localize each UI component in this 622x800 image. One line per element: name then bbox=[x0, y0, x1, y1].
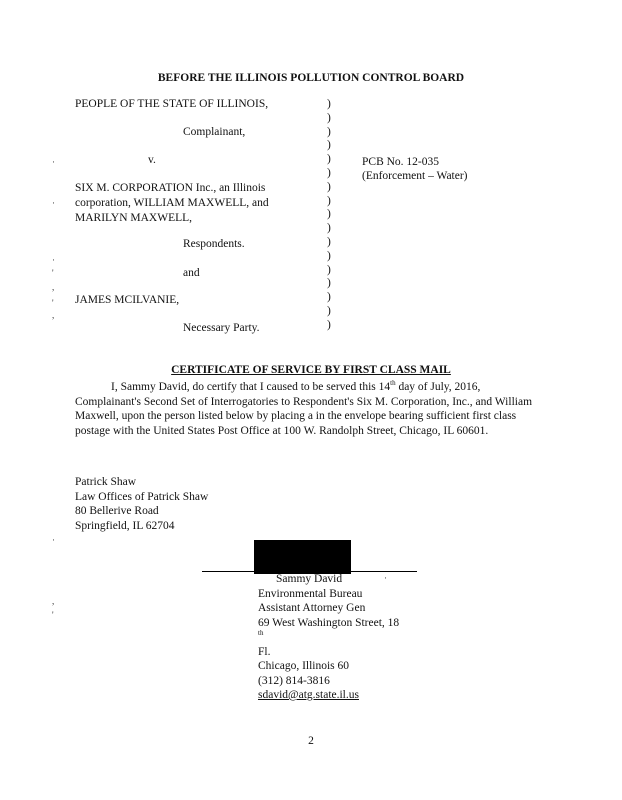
recipient-name: Patrick Shaw bbox=[75, 476, 137, 488]
margin-mark: · bbox=[384, 573, 387, 583]
margin-mark: · bbox=[52, 157, 55, 167]
paren: ) bbox=[327, 98, 331, 110]
defendant-line-3: MARILYN MAXWELL, bbox=[75, 212, 193, 224]
signer-phone: (312) 814-3816 bbox=[258, 674, 330, 687]
paren: ) bbox=[327, 291, 331, 304]
paren: ) bbox=[327, 166, 331, 179]
paren: ) bbox=[327, 111, 331, 124]
paren: ) bbox=[327, 263, 331, 276]
page-number: 2 bbox=[308, 735, 314, 747]
signer-name: Sammy David bbox=[276, 573, 343, 585]
signer-city: Chicago, Illinois 60 bbox=[258, 660, 350, 672]
complainant-label: Complainant, bbox=[183, 126, 246, 138]
certificate-body bbox=[75, 380, 545, 438]
case-type: (Enforcement – Water) bbox=[362, 170, 468, 182]
board-title: BEFORE THE ILLINOIS POLLUTION CONTROL BOARD bbox=[157, 72, 465, 84]
paren: ) bbox=[327, 304, 331, 317]
paren: ) bbox=[327, 249, 331, 262]
margin-mark: , bbox=[52, 282, 55, 292]
paren: ) bbox=[327, 222, 331, 235]
signer-email-link[interactable]: sdavid@atg.state.il.us bbox=[258, 689, 359, 701]
recipient-city: Springfield, IL 62704 bbox=[75, 519, 175, 532]
day-ordinal-suffix: th bbox=[390, 379, 396, 388]
signer-title: Assistant Attorney Gen bbox=[258, 602, 366, 614]
signature-block bbox=[258, 572, 399, 703]
margin-mark: , bbox=[52, 596, 55, 606]
certificate-text-end: day of July, 2016, Complainant's Second Set of Interrogatories to Respondent's Six M. Corporation, Inc., and William Maxwell, upon the person listed below by placing a in the envelope bearing sufficient first class postage with the United States Post Office at 100 W. Randolph Street, Chicago, IL 60601. bbox=[75, 381, 533, 437]
recipient-street: 80 Bellerive Road bbox=[75, 505, 159, 517]
third-party-name: JAMES MCILVANIE, bbox=[75, 294, 180, 306]
paren: ) bbox=[327, 318, 331, 331]
paren: ) bbox=[327, 139, 331, 152]
margin-mark: · bbox=[52, 198, 55, 208]
versus-label: v. bbox=[148, 154, 156, 166]
recipient-address bbox=[75, 475, 208, 533]
plaintiff-name: PEOPLE OF THE STATE OF ILLINOIS, bbox=[75, 98, 269, 110]
margin-mark: , bbox=[52, 310, 55, 320]
margin-mark: ' bbox=[52, 268, 54, 278]
signer-street: 69 West Washington Street, 18 $^{th}$ Fl. bbox=[258, 616, 400, 658]
paren: ) bbox=[327, 125, 331, 138]
necessary-party-label: Necessary Party. bbox=[183, 322, 260, 334]
paren: ) bbox=[327, 194, 331, 207]
paren: ) bbox=[327, 180, 331, 193]
caption-divider bbox=[327, 98, 337, 333]
margin-mark: · bbox=[52, 255, 55, 265]
certificate-text-start: I, Sammy David, do certify that I caused to be served this 14 bbox=[111, 381, 391, 393]
certificate-title: CERTIFICATE OF SERVICE BY FIRST CLASS MAIL bbox=[171, 364, 451, 376]
and-label: and bbox=[183, 267, 200, 279]
paren: ) bbox=[327, 153, 331, 166]
paren: ) bbox=[327, 208, 331, 221]
margin-mark: · bbox=[52, 535, 55, 545]
margin-mark: ' bbox=[52, 610, 54, 620]
paren: ) bbox=[327, 277, 331, 290]
respondents-label: Respondents. bbox=[183, 238, 245, 250]
defendant-line-2: corporation, WILLIAM MAXWELL, and bbox=[75, 197, 269, 209]
redacted-signature bbox=[254, 540, 351, 574]
margin-mark: ' bbox=[52, 298, 54, 308]
signer-department: Environmental Bureau bbox=[258, 587, 363, 600]
paren: ) bbox=[327, 235, 331, 248]
defendant-line-1: SIX M. CORPORATION Inc., an Illinois bbox=[75, 182, 266, 194]
case-number: PCB No. 12-035 bbox=[362, 156, 439, 168]
recipient-firm: Law Offices of Patrick Shaw bbox=[75, 490, 209, 503]
